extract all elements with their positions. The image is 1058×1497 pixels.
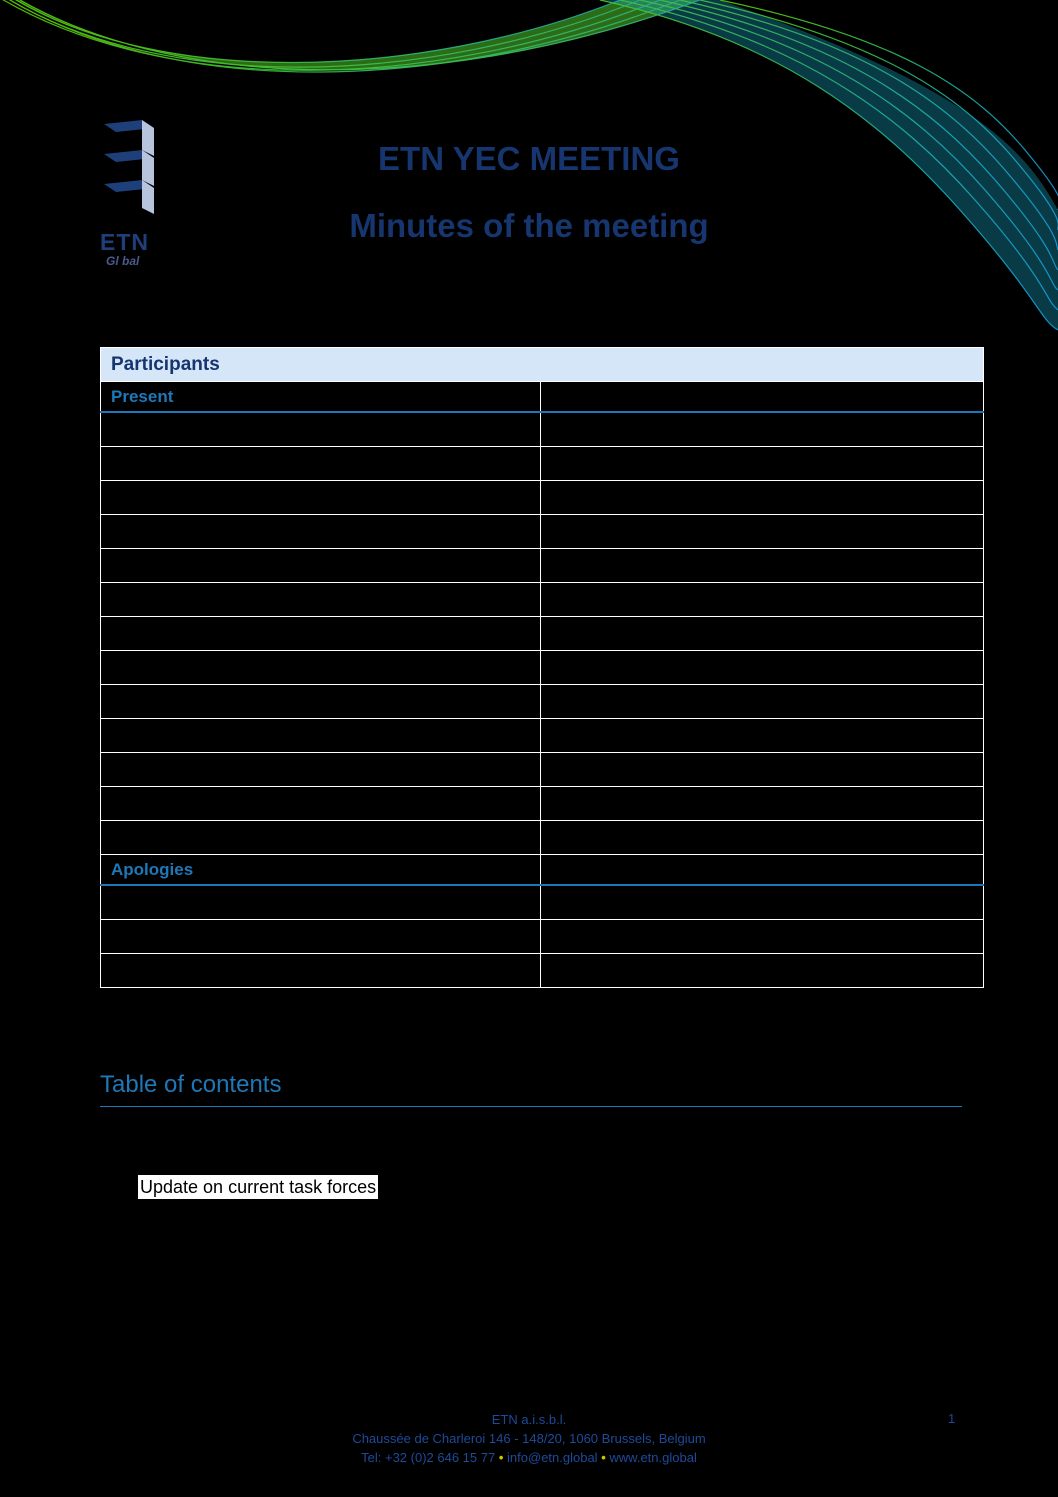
footer-address: Chaussée de Charleroi 146 - 148/20, 1060 Brussels, Belgium [352,1431,706,1446]
table-cell [101,685,541,719]
bullet-icon: • [498,1450,504,1465]
table-row [101,787,984,821]
footer-company: ETN a.i.s.b.l. [491,1412,567,1427]
table-cell [101,719,541,753]
table-row [101,821,984,855]
section-label: Present [101,382,541,413]
table-cell [541,583,984,617]
logo-etn-text: ETN [100,229,149,255]
toc-item-link[interactable]: Update on current task forces [140,1177,377,1197]
table-row [101,920,984,954]
section-label: Apologies [101,855,541,886]
table-cell [101,651,541,685]
table-row [101,651,984,685]
toc-title: Table of contents [100,1071,282,1098]
table-cell [541,753,984,787]
document-title: ETN YEC MEETING [378,140,680,177]
table-row [101,583,984,617]
table-row [101,617,984,651]
table-row [101,719,984,753]
section-row [101,382,984,413]
table-cell [101,617,541,651]
table-cell [101,412,541,447]
table-cell [101,954,541,988]
table-row [101,549,984,583]
table-row [101,481,984,515]
table-cell [541,481,984,515]
table-cell [541,920,984,954]
footer-website[interactable]: www.etn.global [609,1450,697,1465]
footer-tel: Tel: +32 (0)2 646 15 77 [361,1450,496,1465]
table-cell [101,920,541,954]
participants-table [100,347,984,988]
table-row [101,412,984,447]
table-cell [101,481,541,515]
footer-contact [0,1449,1058,1466]
footer-email[interactable]: info@etn.global [507,1450,598,1465]
document-subtitle: Minutes of the meeting [349,207,709,244]
table-cell [541,447,984,481]
table-cell [101,447,541,481]
table-cell [541,617,984,651]
page-number: 1 [948,1411,956,1426]
table-cell [101,549,541,583]
table-cell [541,954,984,988]
toc-divider [100,1106,962,1107]
participants-header-row [101,348,984,382]
table-cell [541,787,984,821]
table-row [101,515,984,549]
logo-global-text: Gl bal [106,254,140,268]
table-cell [541,821,984,855]
table-cell [541,549,984,583]
table-cell [101,885,541,920]
table-row [101,753,984,787]
table-cell [541,855,984,886]
table-cell [101,583,541,617]
table-cell [541,685,984,719]
table-cell [541,412,984,447]
table-row [101,954,984,988]
table-cell [101,515,541,549]
table-cell [541,382,984,413]
table-row [101,885,984,920]
table-cell [541,719,984,753]
table-cell [101,787,541,821]
table-row [101,685,984,719]
participants-heading: Participants [101,348,984,382]
section-row [101,855,984,886]
table-cell [541,651,984,685]
table-row [101,447,984,481]
bullet-icon: • [601,1450,606,1465]
table-cell [541,515,984,549]
table-cell [101,753,541,787]
table-cell [101,821,541,855]
table-cell [541,885,984,920]
